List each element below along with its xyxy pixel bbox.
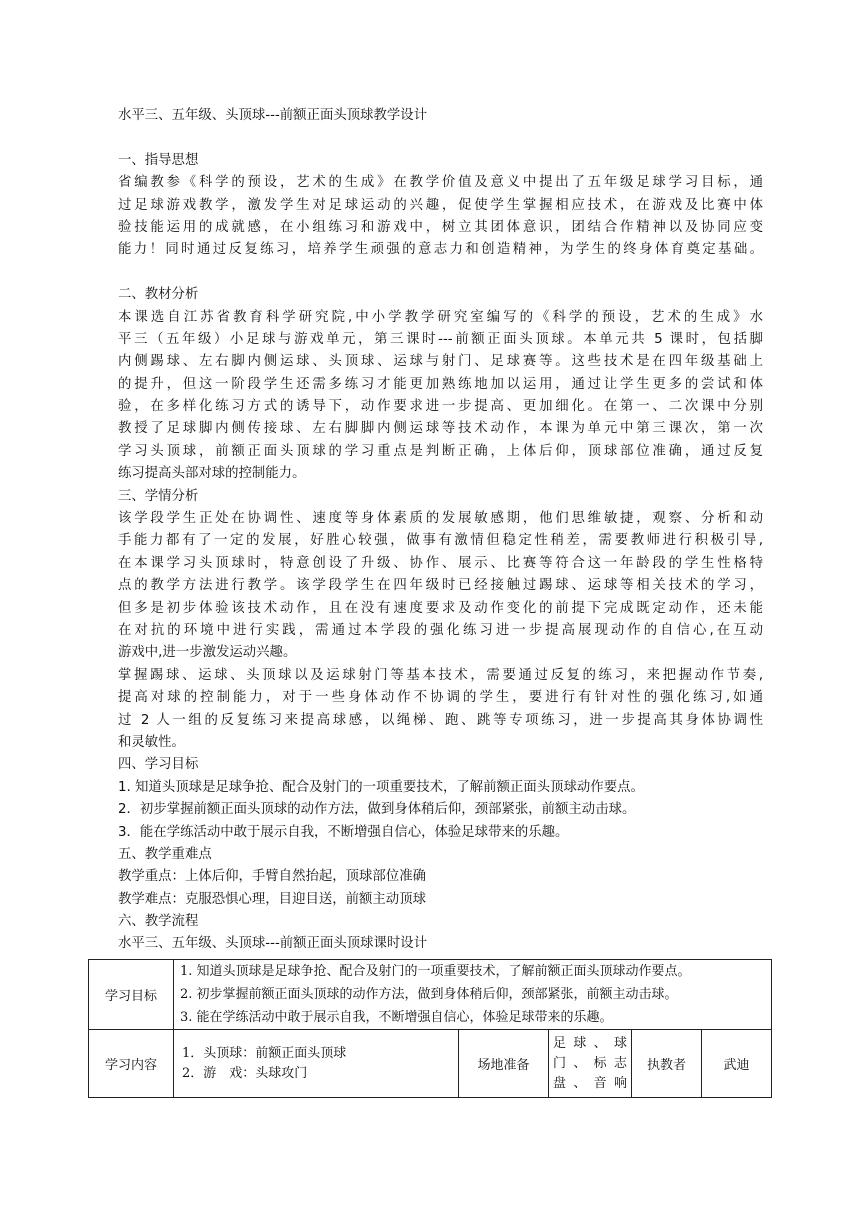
- section-heading-material-analysis: 二、教材分析: [118, 287, 199, 303]
- paragraph-line: 游戏中,进一步激发运动兴趣。: [118, 645, 297, 661]
- paragraph-line: 的提升，但这一阶段学生还需多练习才能更加熟练地加以运用，通过让学生更多的尝试和体: [118, 376, 763, 392]
- table-goal-item: 1. 知道头顶球是足球争抢、配合及射门的一项重要技术，了解前额正面头顶球动作要点。: [180, 964, 691, 979]
- lesson-design-subtitle: 水平三、五年级、头顶球---前额正面头顶球课时设计: [118, 936, 428, 952]
- table-goal-item: 3. 能在学练活动中敢于展示自我，不断增强自信心，体验足球带来的乐趣。: [180, 1010, 613, 1025]
- paragraph-line: 验技能运用的成就感，在小组练习和游戏中，树立其团体意识，团结合作精神以及协同应变: [118, 219, 763, 235]
- paragraph-line: 过 2 人一组的反复练习来提高球感，以绳梯、跑、跳等专项练习，进一步提高其身体协调性: [118, 712, 763, 728]
- paragraph-line: 内侧踢球、左右脚内侧运球、头顶球、运球与射门、足球赛等。这些技术是在四年级基础上: [118, 354, 763, 370]
- document-body: [118, 105, 763, 956]
- table-goal-item: 2. 初步掌握前额正面头顶球的动作方法，做到身体稍后仰，颈部紧张，前额主动击球。: [180, 987, 678, 1002]
- paragraph-line: 省编教参《科学的预设，艺术的生成》在教学价值及意义中提出了五年级足球学习目标，通: [118, 175, 763, 191]
- section-heading-learning-goals: 四、学习目标: [118, 757, 199, 773]
- content-cell: [174, 1030, 459, 1098]
- venue-label-cell: 场地准备: [459, 1030, 549, 1098]
- goal-item: 2．初步掌握前额正面头顶球的动作方法，做到身体稍后仰，颈部紧张，前额主动击球。: [118, 802, 636, 818]
- equipment-cell: [549, 1030, 632, 1098]
- document-title: 水平三、五年级、头顶球---前额正面头顶球教学设计: [118, 108, 428, 123]
- teacher-name-cell: 武迪: [702, 1030, 772, 1098]
- table-row: [89, 1030, 772, 1098]
- paragraph-line: 和灵敏性。: [118, 734, 185, 750]
- paragraph-line: 在本课学习头顶球时，特意创设了升级、协作、展示、比赛等符合这一年龄段的学生性格特: [118, 555, 763, 571]
- paragraph-line: 验，在多样化练习方式的诱导下，动作要求进一步提高、更加细化。在第一、二次课中分别: [118, 399, 763, 415]
- section-heading-learner-analysis: 三、学情分析: [118, 488, 199, 504]
- section-heading-teaching-process: 六、教学流程: [118, 914, 199, 930]
- goal-item: 3．能在学练活动中敢于展示自我，不断增强自信心，体验足球带来的乐趣。: [118, 824, 569, 840]
- teacher-label-cell: 执教者: [632, 1030, 702, 1098]
- content-label-cell: 学习内容: [89, 1030, 174, 1098]
- goals-label-cell: 学习目标: [89, 960, 174, 1030]
- goal-item: 1. 知道头顶球是足球争抢、配合及射门的一项重要技术，了解前额正面头顶球动作要点。: [118, 779, 644, 795]
- paragraph-line: 提高对球的控制能力，对于一些身体动作不协调的学生，要进行有针对性的强化练习,如通: [118, 690, 763, 706]
- section-heading-key-points: 五、教学重难点: [118, 846, 212, 862]
- equipment-line: 足球、球: [553, 1035, 627, 1051]
- equipment-line: 盘、音响: [553, 1075, 627, 1091]
- paragraph-line: 教授了足球脚内侧传接球、左右脚脚内侧运球等技术动作，本课为单元中第三课次，第一次: [118, 421, 763, 437]
- equipment-line: 门、标志: [553, 1055, 627, 1071]
- paragraph-line: 能力！同时通过反复练习，培养学生顽强的意志力和创造精神，为学生的终身体育奠定基础。: [118, 242, 763, 258]
- paragraph-line: 学习头顶球，前额正面头顶球的学习重点是判断正确，上体后仰，顶球部位准确，通过反复: [118, 443, 763, 459]
- key-point: 教学重点：上体后仰，手臂自然抬起，顶球部位准确: [118, 869, 426, 885]
- section-heading-guiding-thought: 一、指导思想: [118, 152, 199, 168]
- paragraph-line: 该学段学生正处在协调性、速度等身体素质的发展敏感期，他们思维敏捷，观察、分析和动: [118, 511, 763, 527]
- paragraph-line: 练习提高头部对球的控制能力。: [118, 466, 306, 482]
- lesson-plan-table: [88, 959, 772, 1098]
- paragraph-line: 点的教学方法进行教学。该学段学生在四年级时已经接触过踢球、运球等相关技术的学习，: [118, 578, 763, 594]
- paragraph-line: 但多是初步体验该技术动作，且在没有速度要求及动作变化的前提下完成既定动作，还未能: [118, 600, 763, 616]
- content-item: 1．头顶球：前额正面头顶球: [182, 1045, 347, 1061]
- paragraph-line: 过足球游戏教学，激发学生对足球运动的兴趣，促使学生掌握相应技术，在游戏及比赛中体: [118, 197, 763, 213]
- table-row: [89, 960, 772, 1030]
- paragraph-line: 在对抗的环境中进行实践，需通过本学段的强化练习进一步提高展现动作的自信心,在互动: [118, 622, 763, 638]
- paragraph-line: 本课选自江苏省教育科学研究院,中小学教学研究室编写的《科学的预设，艺术的生成》水: [118, 309, 763, 325]
- paragraph-line: 手能力都有了一定的发展，好胜心较强，做事有激情但稳定性稍差，需要教师进行积极引导,: [118, 533, 763, 549]
- goals-cell: [174, 960, 772, 1030]
- paragraph-line: 掌握踢球、运球、头顶球以及运球射门等基本技术，需要通过反复的练习，来把握动作节奏,: [118, 667, 763, 683]
- content-item: 2．游 戏：头球攻门: [182, 1065, 308, 1081]
- paragraph-line: 平三（五年级）小足球与游戏单元，第三课时---前额正面头顶球。本单元共 5 课时，包括脚: [118, 331, 763, 347]
- difficulty-point: 教学难点：克服恐惧心理，目迎目送，前额主动顶球: [118, 891, 426, 907]
